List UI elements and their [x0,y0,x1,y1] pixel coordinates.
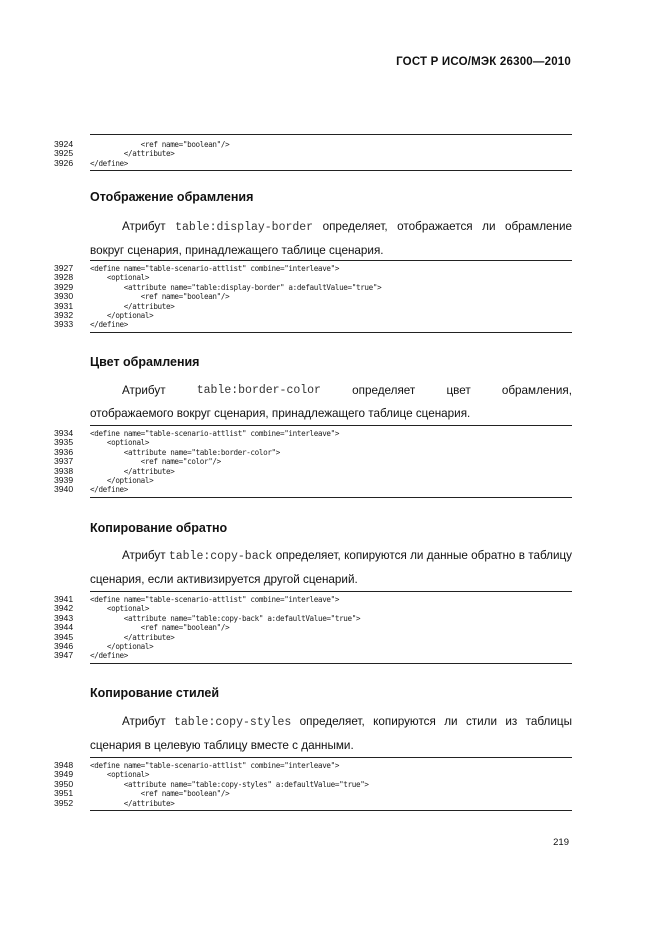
code-block [54,757,572,811]
code-line [54,485,572,494]
line-number: 3935 [54,437,74,448]
para-text: определяет, копируются ли данные обратно в таблицу сценария, если активизируется другой сценарий. [90,549,573,586]
line-number: 3936 [54,446,74,457]
para-text: Атрибут [122,220,166,233]
code-text: <define name="table-scenario-attlist" combine="interleave"> [90,761,340,770]
page-number: 219 [553,837,569,848]
paragraph [90,544,572,591]
code-text: </define> [90,651,128,661]
line-number: 3938 [54,465,74,476]
code-text: </optional> [90,641,154,651]
paragraph [90,379,572,425]
code-text: <attribute name="table:border-color"> [90,447,280,457]
line-number: 3942 [54,603,74,614]
line-number: 3944 [54,622,74,633]
code-text: </optional> [90,310,154,320]
code-line [54,476,572,485]
code-text: <attribute name="table:copy-back" a:defaultValue="true"> [90,613,361,623]
code-text: </attribute> [90,301,175,311]
line-number: 3943 [54,612,74,623]
line-number: 3932 [54,309,74,320]
code-block [54,260,572,333]
code-line [54,311,572,320]
attribute-name: table:border-color [196,384,321,397]
line-number: 3951 [54,788,74,799]
para-text: Атрибут [122,549,166,562]
code-line [54,789,572,798]
code-text: <ref name="boolean"/> [90,789,230,799]
code-text: </define> [90,320,128,330]
code-block [54,591,572,664]
code-text: <ref name="boolean"/> [90,623,230,633]
attribute-name: table:copy-back [168,550,273,563]
code-text: <ref name="boolean"/> [90,140,230,149]
code-text: </attribute> [90,798,175,808]
code-text: </attribute> [90,466,175,476]
rule-bottom [90,170,572,171]
code-block [54,134,572,171]
code-text: <optional> [90,273,150,283]
para-text: отображаемого вокруг сценария, принадлежащего таблице сценария. [90,407,471,420]
code-text: <define name="table-scenario-attlist" combine="interleave"> [90,429,340,438]
line-number: 3925 [54,148,74,159]
line-number: 3927 [54,263,74,273]
code-text: </define> [90,158,128,168]
line-number: 3929 [54,281,74,292]
line-number: 3926 [54,157,74,168]
line-number: 3937 [54,456,74,467]
para-text: цвет [446,384,471,397]
code-text: </define> [90,485,128,495]
para-text: Атрибут [122,715,166,728]
code-text: </attribute> [90,149,175,159]
para-text: определяет [352,384,416,397]
line-number: 3933 [54,319,74,330]
line-number: 3931 [54,300,74,311]
line-number: 3940 [54,484,74,495]
code-line [54,448,572,457]
rule-bottom [90,810,572,811]
para-text: определяет, копируются ли стили из таблицы сценария в целевую таблицу вместе с данными. [90,715,573,752]
line-number: 3949 [54,769,74,780]
code-line [54,302,572,311]
code-text: </optional> [90,475,154,485]
code-line [54,651,572,660]
justified-line [90,379,572,402]
line-number: 3930 [54,291,74,302]
para-text: обрамления, [501,384,572,397]
code-line [54,320,572,329]
code-line [54,159,572,168]
paragraph [90,215,572,262]
rule-bottom [90,497,572,498]
code-line [54,149,572,158]
line-number: 3939 [54,474,74,485]
code-line [54,780,572,789]
code-line [54,595,572,604]
section-title: Копирование обратно [90,521,228,535]
code-line [54,761,572,770]
section-title: Цвет обрамления [90,355,200,369]
line-number: 3934 [54,428,74,438]
line-number: 3946 [54,640,74,651]
code-line [54,140,572,149]
code-line [54,799,572,808]
code-text: <define name="table-scenario-attlist" combine="interleave"> [90,595,340,604]
code-text: </attribute> [90,632,175,642]
line-number: 3947 [54,650,74,661]
para-text: Атрибут [122,384,166,397]
para-text: определяет, отображается ли обрамление вокруг сценария, принадлежащего таблице сценария. [90,220,573,257]
code-line [54,633,572,642]
code-line [54,457,572,466]
code-line [54,264,572,273]
attribute-name: table:copy-styles [173,716,292,729]
code-line [54,438,572,447]
line-number: 3928 [54,272,74,283]
rule-bottom [90,663,572,664]
code-text: <optional> [90,604,150,614]
code-text: <attribute name="table:display-border" a:defaultValue="true"> [90,282,382,292]
line-number: 3952 [54,797,74,808]
attribute-name: table:display-border [175,221,314,234]
code-text: <attribute name="table:copy-styles" a:defaultValue="true"> [90,779,369,789]
code-line [54,623,572,632]
line-number: 3924 [54,139,74,149]
code-text: <define name="table-scenario-attlist" combine="interleave"> [90,264,340,273]
code-line [54,614,572,623]
section-title: Копирование стилей [90,686,220,700]
code-text: <ref name="boolean"/> [90,292,230,302]
code-line [54,273,572,282]
code-text: <ref name="color"/> [90,457,221,467]
paragraph [90,710,572,757]
line-number: 3950 [54,778,74,789]
page-header: ГОСТ Р ИСО/МЭК 26300—2010 [396,56,571,68]
code-line [54,770,572,779]
code-line [54,292,572,301]
code-text: <optional> [90,438,150,448]
section-title: Отображение обрамления [90,190,254,204]
code-line [54,429,572,438]
rule-bottom [90,332,572,333]
code-line [54,642,572,651]
code-line [54,283,572,292]
code-text: <optional> [90,770,150,780]
code-line [54,604,572,613]
code-block [54,425,572,498]
line-number: 3948 [54,760,74,770]
code-line [54,467,572,476]
line-number: 3941 [54,594,74,604]
line-number: 3945 [54,631,74,642]
